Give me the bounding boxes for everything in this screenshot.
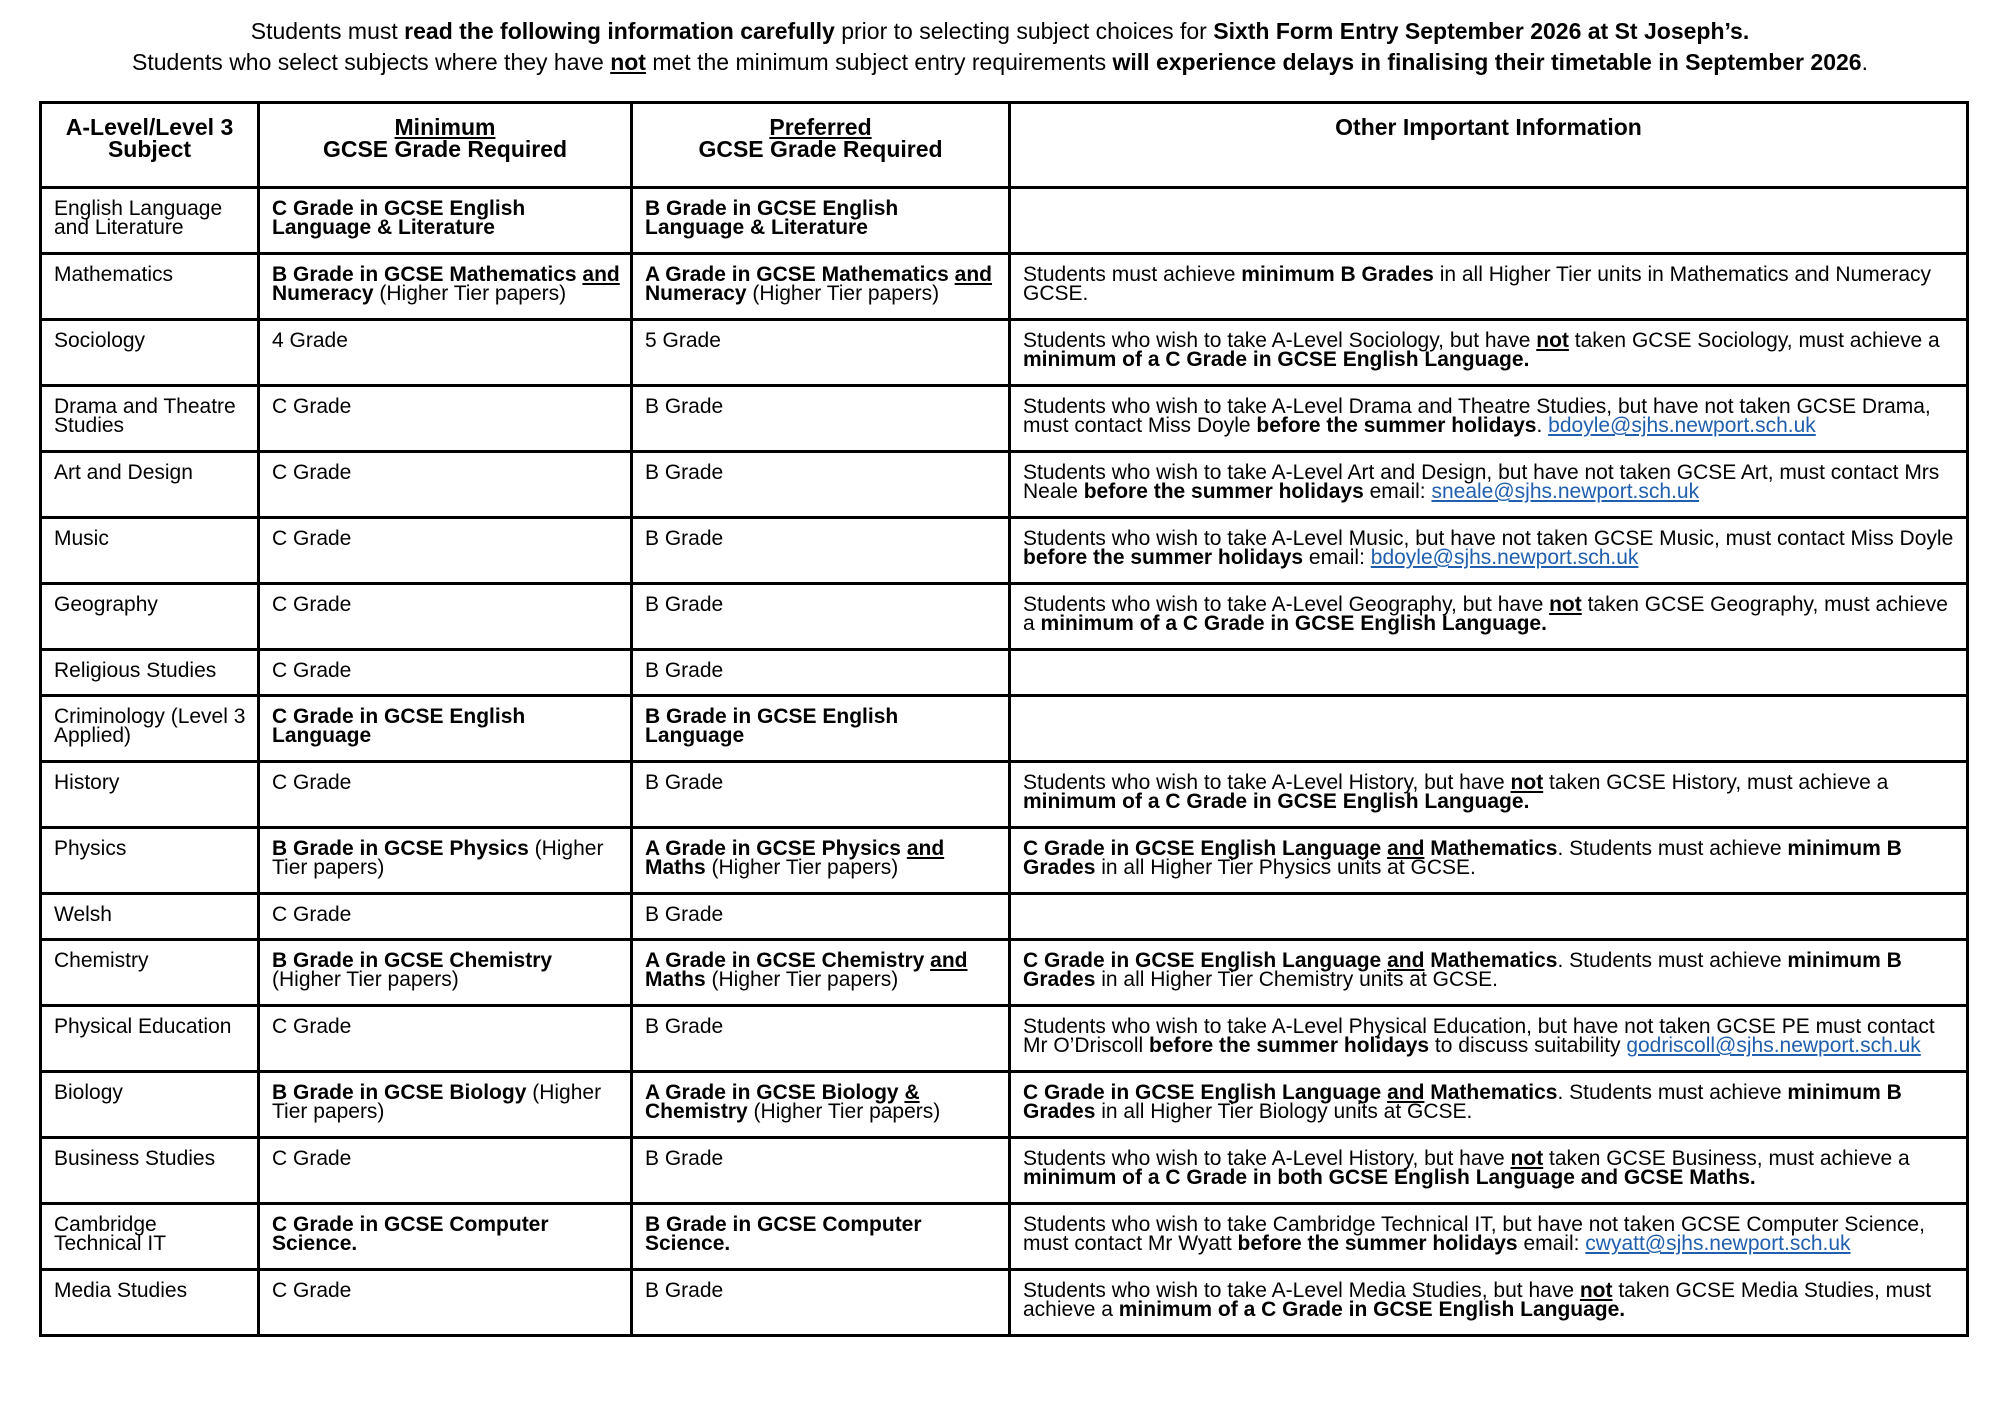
table-row [41, 650, 1968, 696]
text-run: & [904, 1081, 920, 1104]
text-run: . Students must achieve [1557, 1081, 1788, 1104]
text-run: 5 Grade [645, 329, 721, 352]
text-run: Mathematics [1424, 1081, 1558, 1104]
table-row [41, 1006, 1968, 1072]
minimum-grade-cell [259, 650, 632, 696]
text-run: B Grade [645, 395, 724, 418]
table-row [41, 518, 1968, 584]
table-header-row [41, 103, 1968, 188]
text-run: Students who wish to take A-Level Art and Design, but have not taken GCSE Art, must contact Mrs Neale [1023, 461, 1940, 503]
subject-cell: Cambridge Technical IT [41, 1204, 259, 1270]
text-run: B Grade [645, 1279, 724, 1302]
preferred-grade-cell [632, 894, 1010, 940]
subject-cell: Welsh [41, 894, 259, 940]
text-run: B Grade [645, 527, 724, 550]
minimum-grade-cell [259, 188, 632, 254]
text-run: taken GCSE Business, must achieve a [1543, 1147, 1910, 1170]
header-preferred-grade: Preferred GCSE Grade Required [632, 103, 1010, 188]
text-run: . Students must achieve [1557, 949, 1788, 972]
text-run: C Grade [272, 903, 352, 926]
text-run: C Grade in GCSE English Language [272, 705, 526, 747]
header-subject: A-Level/Level 3 Subject [41, 103, 259, 188]
table-row [41, 940, 1968, 1006]
text-run: not [1536, 329, 1569, 352]
other-info-cell [1010, 1072, 1968, 1138]
text-run: B Grade [645, 1015, 724, 1038]
table-row [41, 584, 1968, 650]
text-run: Students who wish to take Cambridge Technical IT, but have not taken GCSE Computer Science, must contact Mr Wyatt [1023, 1213, 1925, 1255]
other-info-cell [1010, 894, 1968, 940]
minimum-grade-cell [259, 1204, 632, 1270]
text-run: and [582, 263, 620, 286]
minimum-grade-cell [259, 1006, 632, 1072]
table-row [41, 452, 1968, 518]
text-run: B Grade in GCSE Mathematics [272, 263, 583, 286]
text-run: and [954, 263, 992, 286]
other-info-cell [1010, 650, 1968, 696]
text-run: C Grade [272, 1147, 352, 1170]
subject-cell: Music [41, 518, 259, 584]
text-run: Students who wish to take A-Level History, but have [1023, 1147, 1511, 1170]
text-run: and [930, 949, 968, 972]
subject-cell: Physics [41, 828, 259, 894]
other-info-cell [1010, 1270, 1968, 1336]
minimum-grade-cell [259, 762, 632, 828]
text-run: in all Higher Tier Biology units at GCSE. [1095, 1100, 1473, 1123]
other-info-cell [1010, 386, 1968, 452]
text-run: B Grade [645, 461, 724, 484]
preferred-grade-cell [632, 828, 1010, 894]
preferred-grade-cell [632, 1138, 1010, 1204]
text-run: B Grade [645, 593, 724, 616]
text-run: Students who select subjects where they have [132, 49, 611, 75]
text-run: before the summer holidays [1083, 480, 1364, 503]
text-run: (Higher Tier papers) [746, 282, 940, 305]
minimum-grade-cell [259, 828, 632, 894]
text-run: B Grade in GCSE English Language & Literature [645, 197, 899, 239]
table-row [41, 762, 1968, 828]
other-info-cell [1010, 1204, 1968, 1270]
text-run: C Grade in GCSE English Language & Literature [272, 197, 526, 239]
table-row [41, 1138, 1968, 1204]
preferred-grade-cell [632, 386, 1010, 452]
text-run: B Grade in GCSE English Language [645, 705, 899, 747]
text-run: email: [1303, 546, 1371, 569]
text-run: before the summer holidays [1256, 414, 1537, 437]
text-run: B Grade [645, 1147, 724, 1170]
text-run: minimum of a C Grade in GCSE English Language. [1118, 1298, 1626, 1321]
other-info-cell [1010, 254, 1968, 320]
text-run: read the following information carefully [404, 18, 835, 44]
email-link[interactable]: bdoyle@sjhs.newport.sch.uk [1370, 546, 1639, 569]
text-run: Numeracy [272, 282, 374, 305]
minimum-grade-cell [259, 940, 632, 1006]
subject-cell: Mathematics [41, 254, 259, 320]
text-run: and [1387, 1081, 1425, 1104]
minimum-grade-cell [259, 320, 632, 386]
text-run: (Higher Tier papers) [373, 282, 567, 305]
text-run: not [1510, 1147, 1544, 1170]
table-row [41, 386, 1968, 452]
text-run: Mathematics [1424, 837, 1558, 860]
text-run: minimum of a C Grade in GCSE English Language. [1023, 790, 1530, 813]
text-run: (Higher Tier papers) [272, 968, 459, 991]
text-run: minimum B Grades [1241, 263, 1434, 286]
text-run: B Grade in GCSE Chemistry [272, 949, 553, 972]
text-run: 4 Grade [272, 329, 348, 352]
text-run: Maths [645, 968, 706, 991]
text-run: B Grade [645, 659, 724, 682]
text-run: and [1387, 949, 1425, 972]
email-link[interactable]: cwyatt@sjhs.newport.sch.uk [1585, 1232, 1851, 1255]
text-run: Students who wish to take A-Level Sociology, but have [1023, 329, 1537, 352]
table-row [41, 1072, 1968, 1138]
preferred-grade-cell [632, 320, 1010, 386]
minimum-grade-cell [259, 696, 632, 762]
text-run: Maths [645, 856, 706, 879]
instructions-line-1 [0, 16, 2000, 47]
text-run: C Grade in GCSE English Language [1023, 837, 1388, 860]
text-run: B Grade in GCSE Physics [272, 837, 529, 860]
text-run: minimum B Grades [1023, 1081, 1902, 1123]
text-run: and [1387, 837, 1425, 860]
text-run: email: [1517, 1232, 1586, 1255]
text-run: Students who wish to take A-Level History, but have [1023, 771, 1511, 794]
text-run: C Grade [272, 659, 352, 682]
text-run: not [610, 49, 646, 75]
text-run: met the minimum subject entry requirements [645, 49, 1113, 75]
text-run: A Grade in GCSE Chemistry [645, 949, 931, 972]
text-run: B Grade in GCSE Computer Science. [645, 1213, 922, 1255]
minimum-grade-cell [259, 1270, 632, 1336]
text-run: C Grade [272, 593, 352, 616]
text-run: C Grade [272, 395, 352, 418]
table-row [41, 254, 1968, 320]
subject-cell: Art and Design [41, 452, 259, 518]
text-run: C Grade in GCSE English Language [1023, 949, 1388, 972]
text-run: before the summer holidays [1023, 546, 1304, 569]
text-run: Students who wish to take A-Level Physical Education, but have not taken GCSE PE must contact Mr O’Driscoll [1023, 1015, 1935, 1057]
text-run: in all Higher Tier Chemistry units at GCSE. [1095, 968, 1499, 991]
preferred-grade-cell [632, 940, 1010, 1006]
text-run: email: [1363, 480, 1432, 503]
preferred-grade-cell [632, 1072, 1010, 1138]
other-info-cell [1010, 188, 1968, 254]
text-run: minimum of a C Grade in GCSE English Language. [1023, 348, 1530, 371]
minimum-grade-cell [259, 254, 632, 320]
text-run: A Grade in GCSE Physics [645, 837, 907, 860]
preferred-grade-cell [632, 254, 1010, 320]
other-info-cell [1010, 762, 1968, 828]
text-run: (Higher Tier papers) [272, 837, 604, 879]
preferred-grade-cell [632, 584, 1010, 650]
subject-cell: Media Studies [41, 1270, 259, 1336]
table-row [41, 828, 1968, 894]
text-run: taken GCSE Geography, must achieve a [1023, 593, 1948, 635]
preferred-grade-cell [632, 1006, 1010, 1072]
email-link[interactable]: godriscoll@sjhs.newport.sch.uk [1626, 1034, 1921, 1057]
minimum-grade-cell [259, 1072, 632, 1138]
other-info-cell [1010, 940, 1968, 1006]
subject-cell: Biology [41, 1072, 259, 1138]
text-run: (Higher Tier papers) [705, 856, 899, 879]
preferred-grade-cell [632, 650, 1010, 696]
subject-cell: Business Studies [41, 1138, 259, 1204]
text-run: C Grade in GCSE Computer Science. [272, 1213, 549, 1255]
text-run: Students who wish to take A-Level Geography, but have [1023, 593, 1550, 616]
preferred-grade-cell [632, 518, 1010, 584]
header-other-information: Other Important Information [1010, 103, 1968, 188]
table-row [41, 1270, 1968, 1336]
minimum-grade-cell [259, 452, 632, 518]
other-info-cell [1010, 696, 1968, 762]
preferred-grade-cell [632, 762, 1010, 828]
table-row [41, 320, 1968, 386]
subject-cell: Sociology [41, 320, 259, 386]
text-run: Numeracy [645, 282, 747, 305]
text-run: Students who wish to take A-Level Media Studies, but have [1023, 1279, 1580, 1302]
text-run: C Grade [272, 1015, 352, 1038]
other-info-cell [1010, 518, 1968, 584]
subject-cell: Drama and Theatre Studies [41, 386, 259, 452]
instructions-line-2 [0, 47, 2000, 78]
text-run: Sixth Form Entry September 2026 at St Joseph’s. [1213, 18, 1750, 44]
text-run: not [1510, 771, 1544, 794]
other-info-cell [1010, 584, 1968, 650]
text-run: before the summer holidays [1149, 1034, 1430, 1057]
text-run: not [1579, 1279, 1613, 1302]
text-run: minimum B Grades [1023, 837, 1902, 879]
text-run: A Grade in GCSE Biology [645, 1081, 905, 1104]
email-link[interactable]: sneale@sjhs.newport.sch.uk [1431, 480, 1700, 503]
text-run: Students must [250, 18, 405, 44]
text-run: not [1549, 593, 1582, 616]
minimum-grade-cell [259, 518, 632, 584]
entry-requirements-table [39, 101, 1969, 1337]
text-run: B Grade [645, 771, 724, 794]
text-run: Mathematics [1424, 949, 1558, 972]
text-run: . [1861, 49, 1868, 75]
text-run: and [906, 837, 945, 860]
subject-cell: Physical Education [41, 1006, 259, 1072]
table-row [41, 1204, 1968, 1270]
subject-cell: History [41, 762, 259, 828]
text-run: Students who wish to take A-Level Drama and Theatre Studies, but have not taken GCSE Drama, must contact Miss Doyle [1023, 395, 1931, 437]
subject-cell: Geography [41, 584, 259, 650]
table-row [41, 894, 1968, 940]
instructions-header [0, 16, 2000, 78]
text-run: in all Higher Tier Physics units at GCSE. [1095, 856, 1476, 879]
text-run: before the summer holidays [1237, 1232, 1518, 1255]
text-run: taken GCSE Sociology, must achieve a [1568, 329, 1940, 352]
header-minimum-grade: Minimum GCSE Grade Required [259, 103, 632, 188]
text-run: A Grade in GCSE Mathematics [645, 263, 955, 286]
text-run: Students who wish to take A-Level Music, but have not taken GCSE Music, must contact Miss Doyle [1023, 527, 1954, 550]
other-info-cell [1010, 320, 1968, 386]
preferred-grade-cell [632, 696, 1010, 762]
subject-cell: English Language and Literature [41, 188, 259, 254]
minimum-grade-cell [259, 386, 632, 452]
minimum-grade-cell [259, 1138, 632, 1204]
text-run: in all Higher Tier units in Mathematics and Numeracy GCSE. [1023, 263, 1932, 305]
text-run: C Grade [272, 771, 352, 794]
text-run: B Grade [645, 903, 724, 926]
preferred-grade-cell [632, 1270, 1010, 1336]
text-run: Students must achieve [1023, 263, 1242, 286]
text-run: B Grade in GCSE Biology [272, 1081, 527, 1104]
text-run: to discuss suitability [1429, 1034, 1627, 1057]
preferred-grade-cell [632, 1204, 1010, 1270]
text-run: will experience delays in finalising their timetable in September 2026 [1112, 49, 1862, 75]
minimum-grade-cell [259, 894, 632, 940]
other-info-cell [1010, 452, 1968, 518]
other-info-cell [1010, 828, 1968, 894]
subject-cell: Religious Studies [41, 650, 259, 696]
text-run: Chemistry [645, 1100, 748, 1123]
preferred-grade-cell [632, 452, 1010, 518]
table-row [41, 188, 1968, 254]
preferred-grade-cell [632, 188, 1010, 254]
text-run: taken GCSE History, must achieve a [1543, 771, 1889, 794]
email-link[interactable]: bdoyle@sjhs.newport.sch.uk [1548, 414, 1816, 437]
text-run: . Students must achieve [1557, 837, 1788, 860]
other-info-cell [1010, 1006, 1968, 1072]
subject-cell: Criminology (Level 3 Applied) [41, 696, 259, 762]
text-run: taken GCSE Media Studies, must achieve a [1023, 1279, 1932, 1321]
text-run: C Grade [272, 527, 352, 550]
text-run: C Grade [272, 1279, 352, 1302]
text-run: minimum of a C Grade in GCSE English Language. [1040, 612, 1547, 635]
text-run: prior to selecting subject choices for [834, 18, 1214, 44]
text-run: C Grade in GCSE English Language [1023, 1081, 1388, 1104]
text-run: (Higher Tier papers) [747, 1100, 941, 1123]
text-run: (Higher Tier papers) [705, 968, 899, 991]
other-info-cell [1010, 1138, 1968, 1204]
subject-cell: Chemistry [41, 940, 259, 1006]
text-run: . [1536, 414, 1549, 437]
minimum-grade-cell [259, 584, 632, 650]
text-run: minimum of a C Grade in both GCSE English Language and GCSE Maths. [1023, 1166, 1756, 1189]
text-run: C Grade [272, 461, 352, 484]
table-row [41, 696, 1968, 762]
text-run: minimum B Grades [1023, 949, 1902, 991]
text-run: (Higher Tier papers) [272, 1081, 602, 1123]
